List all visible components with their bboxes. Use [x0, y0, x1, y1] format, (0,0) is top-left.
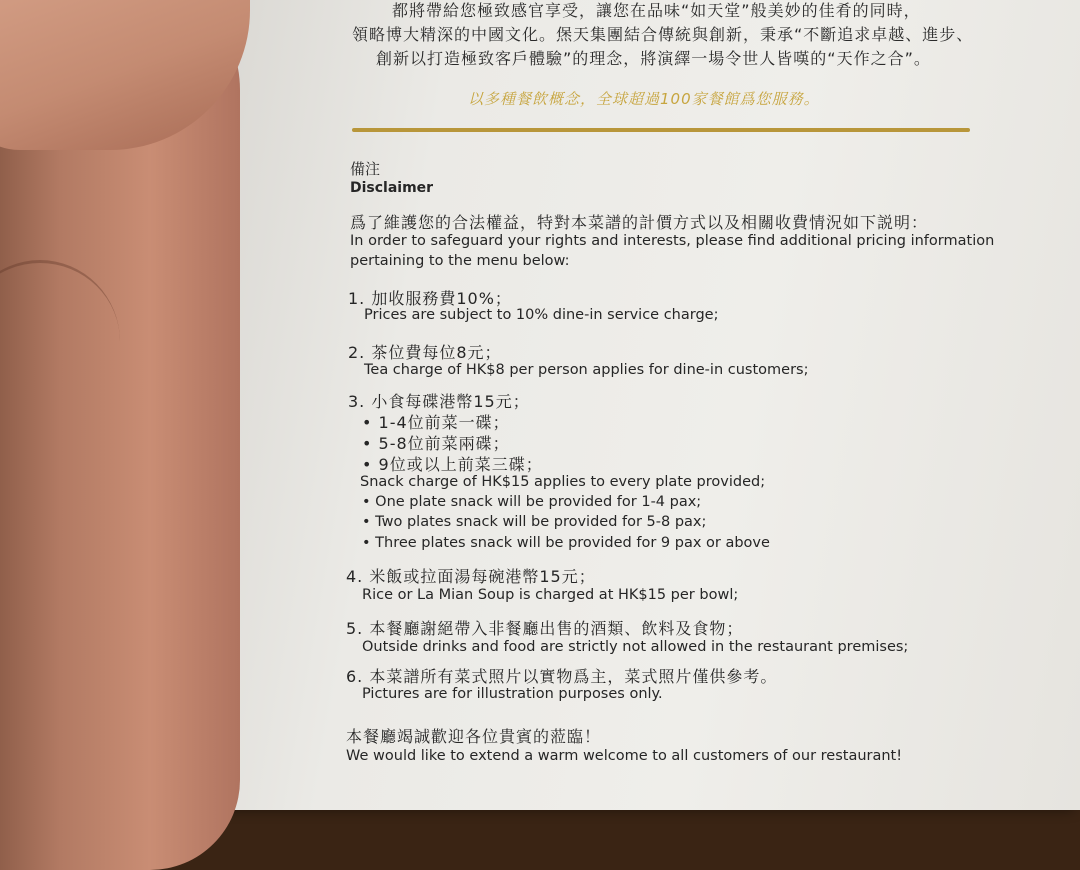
item-2-en: Tea charge of HK$8 per person applies for dine-in customers;: [364, 362, 809, 378]
closing-zh: 本餐廳竭誠歡迎各位貴賓的蒞臨！: [346, 727, 602, 746]
intro-zh: 爲了維護您的合法權益，特對本菜譜的計價方式以及相關收費情況如下説明：: [350, 213, 929, 232]
item-6-en: Pictures are for illustration purposes only.: [362, 686, 663, 702]
item-2-zh: 2. 茶位費每位8元；: [348, 343, 502, 362]
item-3-zh: 3. 小食每碟港幣15元；: [348, 392, 530, 411]
intro-en-2: pertaining to the menu below:: [350, 253, 570, 269]
item-3-sub-en-1: • One plate snack will be provided for 1-4 pax;: [362, 494, 702, 510]
item-4-zh: 4. 米飯或拉面湯每碗港幣15元；: [346, 567, 596, 586]
item-3-sub-zh-1: • 1-4位前菜一碟；: [362, 413, 510, 432]
slogan: 以多種餐飲概念，全球超過100家餐館爲您服務。: [468, 90, 820, 108]
intro-line-2: 領略博大精深的中國文化。㷛天集團結合傳統與創新，秉承“不斷追求卓越、進步、: [352, 25, 974, 44]
intro-line-1: 都將帶給您極致感官享受，讓您在品味“如天堂”般美妙的佳肴的同時，: [392, 1, 921, 20]
item-5-zh: 5. 本餐廳謝絕帶入非餐廳出售的酒類、飲料及食物；: [346, 619, 744, 638]
item-1-zh: 1. 加收服務費10%；: [348, 289, 512, 308]
intro-en-1: In order to safeguard your rights and interests, please find additional pricing information: [350, 233, 995, 249]
closing-en: We would like to extend a warm welcome to all customers of our restaurant!: [346, 748, 903, 764]
item-3-sub-zh-2: • 5-8位前菜兩碟；: [362, 434, 510, 453]
intro-line-3: 創新以打造極致客戶體驗”的理念，將演繹一場令世人皆嘆的“天作之合”。: [376, 49, 931, 68]
item-3-en: Snack charge of HK$15 applies to every plate provided;: [360, 474, 766, 490]
item-6-zh: 6. 本菜譜所有菜式照片以實物爲主，菜式照片僅供參考。: [346, 667, 778, 686]
item-1-en: Prices are subject to 10% dine-in service charge;: [364, 307, 719, 323]
item-4-en: Rice or La Mian Soup is charged at HK$15 per bowl;: [362, 587, 739, 603]
gold-divider: [352, 128, 970, 132]
disclaimer-title-zh: 備注: [350, 160, 381, 178]
item-3-sub-en-3: • Three plates snack will be provided for 9 pax or above: [362, 535, 770, 551]
item-3-sub-en-2: • Two plates snack will be provided for 5-8 pax;: [362, 514, 707, 530]
item-3-sub-zh-3: • 9位或以上前菜三碟；: [362, 455, 543, 474]
palm-crease: [0, 260, 120, 423]
disclaimer-title-en: Disclaimer: [350, 180, 434, 196]
item-5-en: Outside drinks and food are strictly not allowed in the restaurant premises;: [362, 639, 909, 655]
